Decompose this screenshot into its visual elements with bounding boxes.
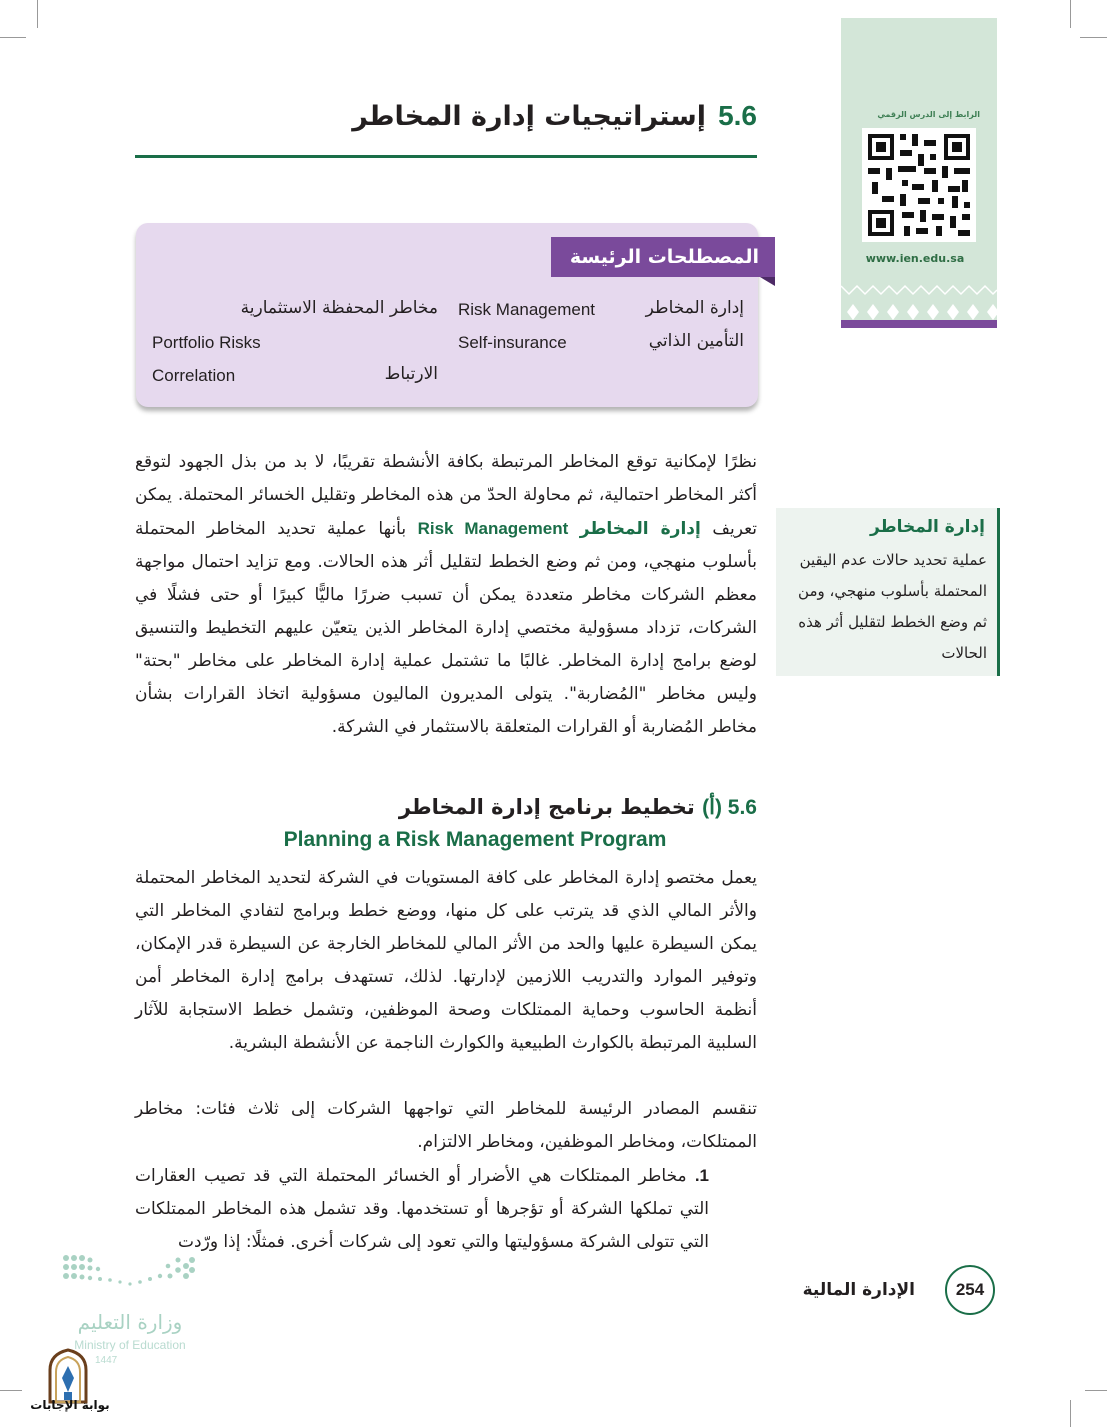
section-number: 5.6 (أ) [702, 796, 757, 819]
list-item-1-number: 1. [694, 1166, 710, 1185]
term-en-correlation: Correlation [152, 366, 236, 385]
term-en-risk-management: Risk Management [458, 300, 596, 319]
crop-mark [1070, 1400, 1071, 1427]
term-ar-portfolio-risks: مخاطر المحفظة الاستثمارية [240, 298, 438, 318]
decorative-pattern-icon [841, 282, 997, 320]
qr-label: الرابط إلى الدرس الرقمي [877, 110, 980, 119]
title-text: إستراتيجيات إدارة المخاطر [352, 101, 707, 132]
definition-text: عملية تحديد حالات عدم اليقين المحتملة بأسلوب منهجي، ومن ثم وضع الخطط لتقليل أثر هذه الحالات [798, 551, 987, 662]
website-link[interactable]: www.ien.edu.sa [865, 252, 965, 265]
ministry-logo-dots-icon [60, 1252, 200, 1302]
title-underline [135, 155, 757, 158]
answers-portal-text: بوابة الإجابات [30, 1398, 110, 1412]
crop-mark [0, 37, 26, 38]
page-title [135, 100, 757, 150]
crop-mark [1070, 0, 1071, 28]
intro-term-en: Risk Management [417, 519, 569, 538]
term-ar-self-insurance: التأمين الذاتي [648, 331, 744, 351]
section-title-ar-text: تخطيط برنامج إدارة المخاطر [398, 795, 695, 819]
term-en-portfolio-risks: Portfolio Risks [152, 333, 261, 352]
section-paragraph-2: تنقسم المصادر الرئيسة للمخاطر التي تواجهها الشركات إلى ثلاث فئات: مخاطر الممتلكات، ومخاطر الموظفين، ومخاطر الالتزام. [135, 1099, 757, 1152]
section-title-en: Planning a Risk Management Program [283, 828, 667, 851]
definition-title: إدارة المخاطر [870, 517, 985, 537]
ministry-name-en: Ministry of Education [74, 1338, 186, 1352]
crop-mark [0, 1390, 22, 1391]
intro-text-part1: نظرًا لإمكانية توقع المخاطر المرتبطة بكافة الأنشطة تقريبًا، لا بد من بذل الجهود لتوقع أكثر المخاطر احتمالية، ثم محاولة الحدّ من هذه المخاطر وتقليل الخسائر المحتملة. يمكن تعريف [135, 452, 758, 539]
list-item-1 [135, 1159, 709, 1259]
key-terms-heading: المصطلحات الرئيسة [551, 237, 775, 277]
section-title-ar [135, 795, 757, 820]
term-en-self-insurance: Self-insurance [458, 333, 567, 352]
section-paragraph-1: يعمل مختصو إدارة المخاطر على كافة المستويات في الشركة لتحديد المخاطر المحتملة والأثر المالي الذي قد يترتب على كل منها، ووضع خطط وبرامج لتفادي المخاطر التي يمكن السيطرة عليها والحد من الأثر المالي للمخاطر الخارجة عن السيطرة قدر الإمكان، وتوفير الموارد والتدريب اللازمين لإدارتها. لذلك، تستهدف برامج إدارة المخاطر أمن أنظمة الحاسوب وحماية الممتلكات وصحة الموظفين، وتشمل خطط الاستجابة للآثار السلبية المرتبطة بالكوارث الطبيعية والكوارث الناجمة عن الأنشطة البشرية. [135, 868, 757, 1053]
intro-paragraph [135, 446, 757, 744]
crop-mark [1085, 1390, 1107, 1391]
answers-portal-logo-icon [44, 1348, 92, 1404]
strip-bottom-bar [841, 320, 997, 328]
qr-code-icon [862, 128, 976, 242]
ministry-year: 1447 [95, 1355, 118, 1366]
term-ar-risk-management: إدارة المخاطر [645, 298, 744, 318]
crop-mark [1080, 37, 1107, 38]
intro-term-ar: إدارة المخاطر [579, 519, 701, 539]
title-number: 5.6 [718, 100, 757, 131]
list-item-1-text: مخاطر الممتلكات هي الأضرار أو الخسائر المحتملة التي قد تصيب العقارات التي تملكها الشركة أو تؤجرها أو تستخدمها. وقد تشمل هذه المخاطر الممتلكات التي تتولى الشركة مسؤوليتها والتي تعود إلى شركات أخرى. فمثلًا: إذا ورّدت [135, 1166, 709, 1252]
term-ar-correlation: الارتباط [384, 364, 438, 384]
page-number: 254 [945, 1265, 995, 1315]
book-title: الإدارة المالية [802, 1280, 915, 1300]
ministry-name-ar: وزارة التعليم [77, 1310, 183, 1334]
key-terms-heading-fold [760, 277, 775, 286]
intro-text-part2: بأنها عملية تحديد المخاطر المحتملة بأسلوب منهجي، ومن ثم وضع الخطط لتقليل أثر هذه الحالات. ومع تزايد احتمال مواجهة معظم الشركات مخاطر متعددة يمكن أن تسبب ضررًا ماليًّا كبيرًا أو حتى فشلًا في الشركات، تزداد مسؤولية مختصي إدارة المخاطر الذين يتعيّن عليهم التخطيط والتنسيق لوضع برامج إدارة المخاطر. غالبًا ما تشتمل عملية إدارة المخاطر على مخاطر "بحتة" وليس مخاطر "المُضاربة". يتولى المديرون الماليون مسؤولية اتخاذ القرارات بشأن مخاطر المُضاربة أو القرارات المتعلقة بالاستثمار في الشركة. [135, 519, 757, 737]
qr-code[interactable] [862, 128, 976, 242]
crop-mark [37, 0, 38, 28]
